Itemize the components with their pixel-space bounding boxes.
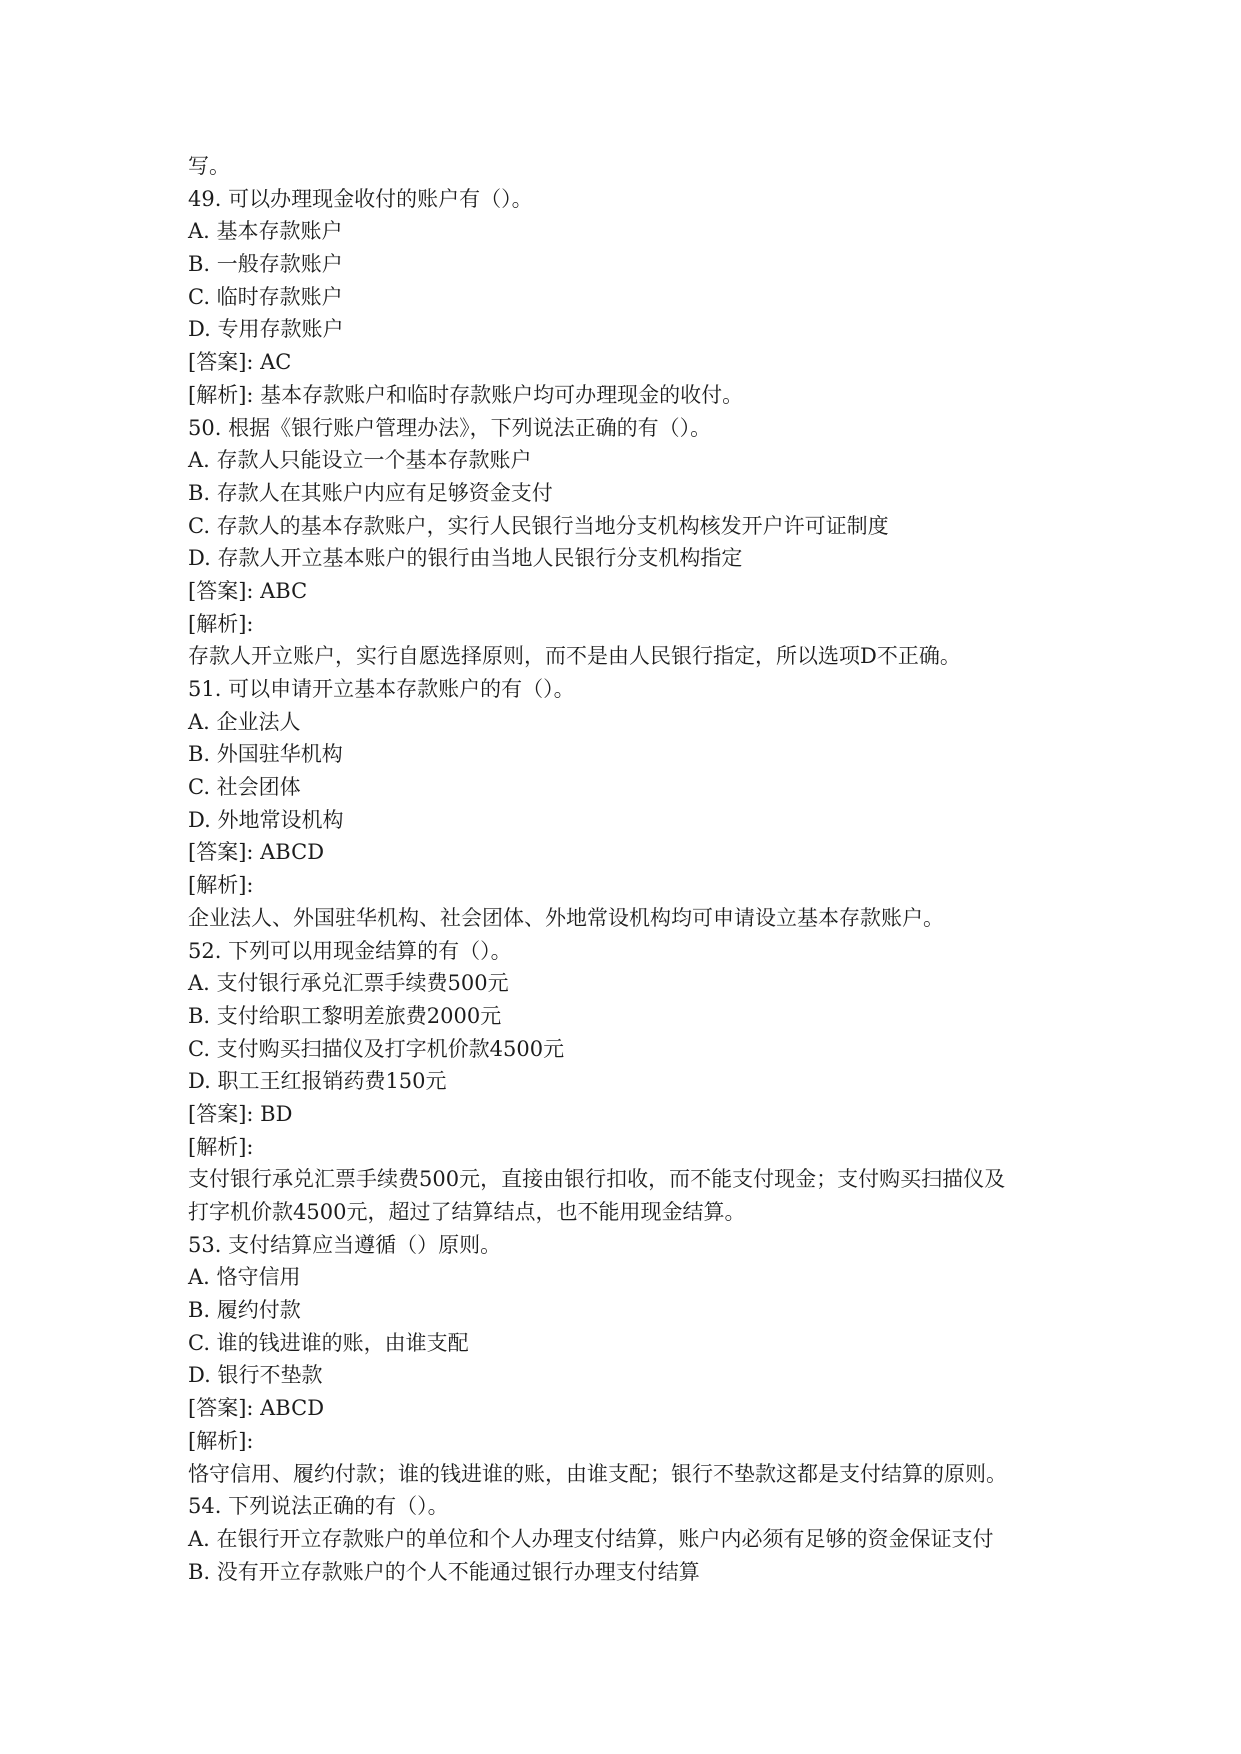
question-49-stem: 49. 可以办理现金收付的账户有（）。 [188,186,533,211]
option-b: B. 支付给职工黎明差旅费2000元 [188,1003,502,1028]
explanation-label: [解析]: [188,1134,254,1159]
document-page [188,150,1088,1588]
option-b: B. 外国驻华机构 [188,742,343,767]
explanation-label: [解析]: [188,611,254,636]
question-53-stem: 53. 支付结算应当遵循（）原则。 [188,1232,502,1257]
option-c: C. 存款人的基本存款账户，实行人民银行当地分支机构核发开户许可证制度 [188,513,889,538]
answer-line: [答案]: BD [188,1101,293,1126]
option-d: D. 外地常设机构 [188,807,344,832]
option-a: A. 基本存款账户 [188,219,343,244]
option-a: A. 在银行开立存款账户的单位和个人办理支付结算，账户内必须有足够的资金保证支付 [188,1526,994,1551]
option-b: B. 履约付款 [188,1298,301,1323]
option-a: A. 支付银行承兑汇票手续费500元 [188,971,509,996]
explanation-text: 存款人开立账户，实行自愿选择原则，而不是由人民银行指定，所以选项D不正确。 [188,644,961,669]
explanation-label: [解析]: [188,873,254,898]
question-51-stem: 51. 可以申请开立基本存款账户的有（）。 [188,677,575,701]
option-d: D. 职工王红报销药费150元 [188,1069,447,1094]
question-50-stem: 50. 根据《银行账户管理办法》，下列说法正确的有（）。 [188,415,712,440]
option-c: C. 社会团体 [188,775,301,800]
question-54-stem: 54. 下列说法正确的有（）。 [188,1494,449,1519]
answer-line: [答案]: AC [188,350,292,375]
answer-line: [答案]: ABCD [188,1396,325,1421]
option-d: D. 存款人开立基本账户的银行由当地人民银行分支机构指定 [188,546,743,571]
option-d: D. 专用存款账户 [188,317,344,342]
option-b: B. 没有开立存款账户的个人不能通过银行办理支付结算 [188,1559,700,1584]
option-c: C. 支付购买扫描仪及打字机价款4500元 [188,1036,565,1061]
explanation-text: 打字机价款4500元，超过了结算结点，也不能用现金结算。 [188,1200,746,1224]
option-a: A. 存款人只能设立一个基本存款账户 [188,448,532,473]
explanation-text: 企业法人、外国驻华机构、社会团体、外地常设机构均可申请设立基本存款账户。 [188,905,944,930]
option-b: B. 存款人在其账户内应有足够资金支付 [188,480,553,505]
option-a: A. 企业法人 [188,709,301,734]
option-d: D. 银行不垫款 [188,1363,323,1388]
question-52-stem: 52. 下列可以用现金结算的有（）。 [188,938,512,963]
option-a: A. 恪守信用 [188,1265,301,1290]
option-b: B. 一般存款账户 [188,252,343,277]
option-c: C. 临时存款账户 [188,284,343,309]
explanation-text: 支付银行承兑汇票手续费500元，直接由银行扣收，而不能支付现金；支付购买扫描仪及 [188,1167,1006,1192]
explanation-text: 恪守信用、履约付款；谁的钱进谁的账，由谁支配；银行不垫款这都是支付结算的原则。 [188,1461,1007,1486]
answer-line: [答案]: ABCD [188,840,325,865]
text-line: 写。 [188,154,230,178]
answer-line: [答案]: ABC [188,578,308,603]
option-c: C. 谁的钱进谁的账，由谁支配 [188,1330,469,1355]
explanation-label: [解析]: [188,1428,254,1453]
explanation-line: [解析]: 基本存款账户和临时存款账户均可办理现金的收付。 [188,382,744,407]
